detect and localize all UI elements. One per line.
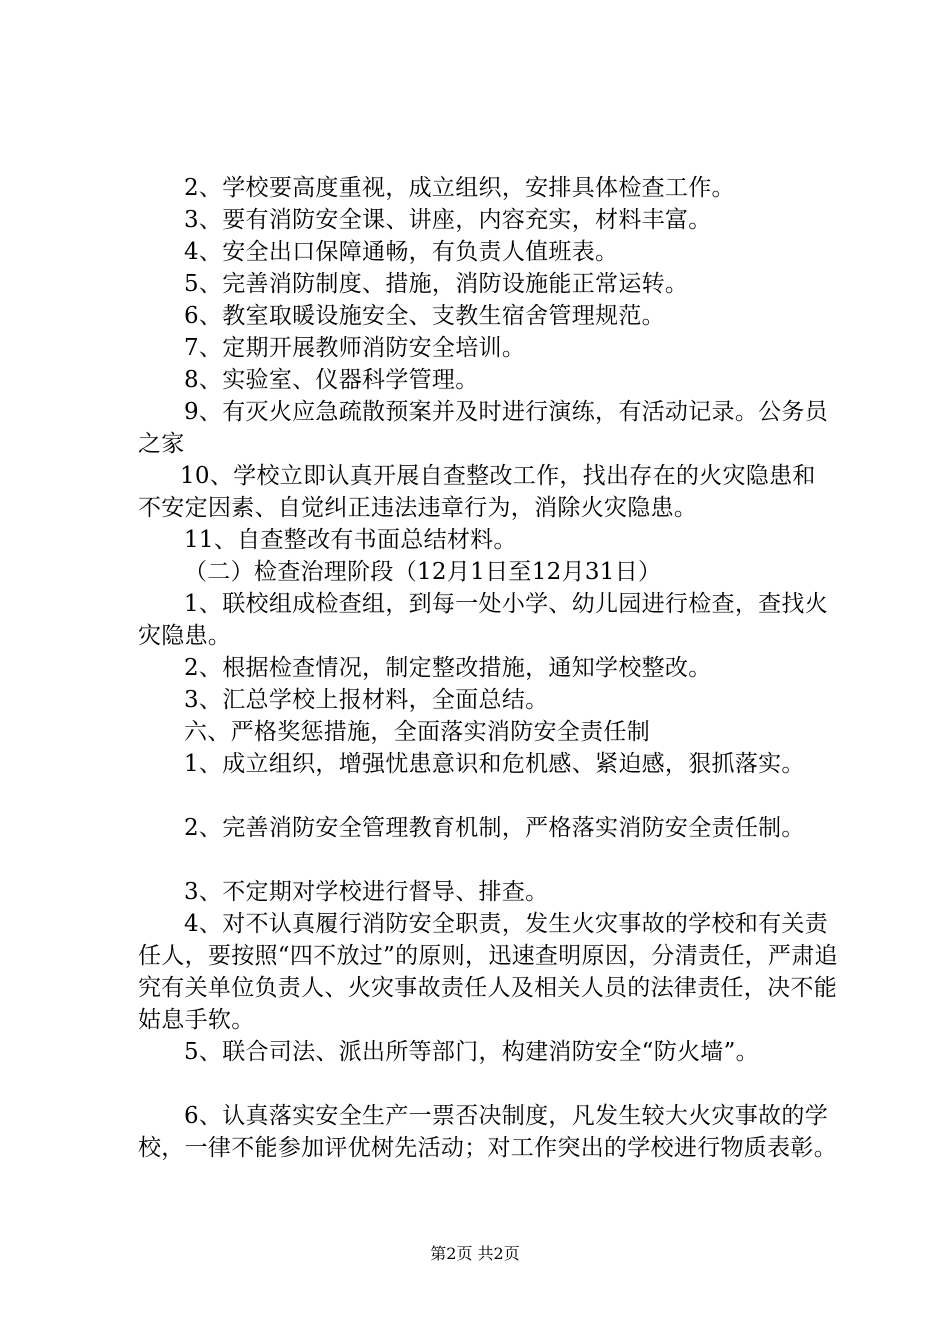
- paragraph-inspection-3: 3、汇总学校上报材料，全面总结。: [184, 687, 549, 713]
- paragraph-item-7: 7、定期开展教师消防安全培训。: [184, 335, 526, 361]
- paragraph-item-10: 10、学校立即认真开展自查整改工作，找出存在的火灾隐患和不安定因素、自觉纠正违法违章行为，消除火灾隐患。: [138, 463, 816, 521]
- page-footer: 第2页 共2页: [430, 1244, 520, 1263]
- paragraph-item-11: 11、自查整改有书面总结材料。: [184, 527, 517, 553]
- paragraph-rewards-5: 5、联合司法、派出所等部门，构建消防安全“防火墙”。: [184, 1039, 759, 1065]
- paragraph-item-5: 5、完善消防制度、措施，消防设施能正常运转。: [184, 271, 689, 297]
- paragraph-item-2: 2、学校要高度重视，成立组织，安排具体检查工作。: [184, 175, 735, 201]
- section-heading-inspection-stage: （二）检查治理阶段（12月1日至12月31日）: [184, 559, 662, 585]
- paragraph-rewards-3: 3、不定期对学校进行督导、排查。: [184, 879, 549, 905]
- paragraph-rewards-2: 2、完善消防安全管理教育机制，严格落实消防安全责任制。: [184, 815, 805, 841]
- paragraph-rewards-6: 6、认真落实安全生产一票否决制度，凡发生较大火灾事故的学校，一律不能参加评优树先活动；对工作突出的学校进行物质表彰。: [138, 1103, 837, 1161]
- paragraph-item-3: 3、要有消防安全课、讲座，内容充实，材料丰富。: [184, 207, 712, 233]
- paragraph-item-4: 4、安全出口保障通畅，有负责人值班表。: [184, 239, 619, 265]
- paragraph-item-8: 8、实验室、仪器科学管理。: [184, 367, 479, 393]
- paragraph-inspection-2: 2、根据检查情况，制定整改措施，通知学校整改。: [184, 655, 712, 681]
- document-body: [138, 172, 838, 1164]
- section-heading-rewards-penalties: 六、严格奖惩措施，全面落实消防安全责任制: [184, 719, 650, 745]
- paragraph-rewards-1: 1、成立组织，增强忧患意识和危机感、紧迫感，狠抓落实。: [184, 751, 805, 777]
- paragraph-inspection-1: 1、联校组成检查组，到每一处小学、幼儿园进行检查，查找火灾隐患。: [138, 591, 829, 649]
- paragraph-rewards-4: 4、对不认真履行消防安全职责，发生火灾事故的学校和有关责任人，要按照“四不放过”的原则，迅速查明原因，分清责任，严肃追究有关单位负责人、火灾事故责任人及相关人员的法律责任，决不能姑息手软。: [138, 911, 838, 1033]
- paragraph-item-9: 9、有灭火应急疏散预案并及时进行演练，有活动记录。公务员之家: [138, 399, 829, 457]
- paragraph-item-6: 6、教室取暖设施安全、支教生宿舍管理规范。: [184, 303, 665, 329]
